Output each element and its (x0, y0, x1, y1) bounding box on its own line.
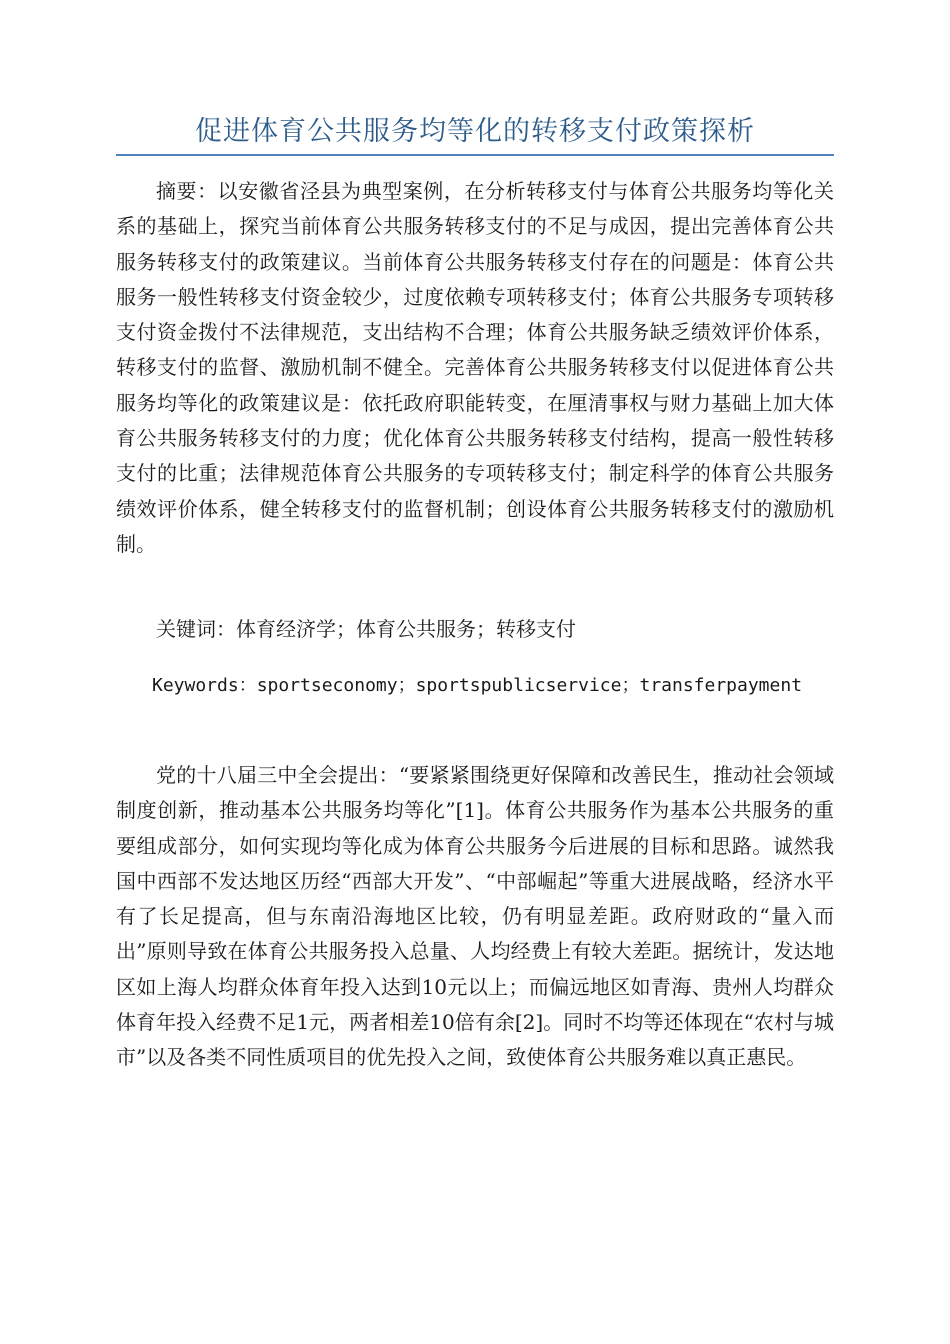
body-paragraph: 党的十八届三中全会提出：“要紧紧围绕更好保障和改善民生，推动社会领域制度创新，推动基本公共服务均等化”[1]。体育公共服务作为基本公共服务的重要组成部分，如何实现均等化成为体育公共服务今后进展的目标和思路。诚然我国中西部不发达地区历经“西部大开发”、“中部崛起”等重大进展战略，经济水平有了长足提高，但与东南沿海地区比较，仍有明显差距。政府财政的“量入而出”原则导致在体育公共服务投入总量、人均经费上有较大差距。据统计，发达地区如上海人均群众体育年投入达到10元以上；而偏远地区如青海、贵州人均群众体育年投入经费不足1元，两者相差10倍有余[2]。同时不均等还体现在“农村与城市”以及各类不同性质项目的优先投入之间，致使体育公共服务难以真正惠民。 (116, 763, 834, 1070)
abstract-paragraph: 摘要：以安徽省泾县为典型案例，在分析转移支付与体育公共服务均等化关系的基础上，探究当前体育公共服务转移支付的不足与成因，提出完善体育公共服务转移支付的政策建议。当前体育公共服务转移支付存在的问题是：体育公共服务一般性转移支付资金较少，过度依赖专项转移支付；体育公共服务专项转移支付资金拨付不法律规范，支出结构不合理；体育公共服务缺乏绩效评价体系，转移支付的监督、激励机制不健全。完善体育公共服务转移支付以促进体育公共服务均等化的政策建议是：依托政府职能转变，在厘清事权与财力基础上加大体育公共服务转移支付的力度；优化体育公共服务转移支付结构，提高一般性转移支付的比重；法律规范体育公共服务的专项转移支付；制定科学的体育公共服务绩效评价体系，健全转移支付的监督机制；创设体育公共服务转移支付的激励机制。 (116, 179, 834, 556)
title-underline (116, 154, 834, 156)
english-keywords-paragraph: Keywords：sportseconomy；sportspublicservice；transferpayment (152, 675, 803, 696)
keywords-paragraph: 关键词：体育经济学；体育公共服务；转移支付 (156, 617, 576, 641)
document-title: 促进体育公共服务均等化的转移支付政策探析 (195, 116, 755, 147)
